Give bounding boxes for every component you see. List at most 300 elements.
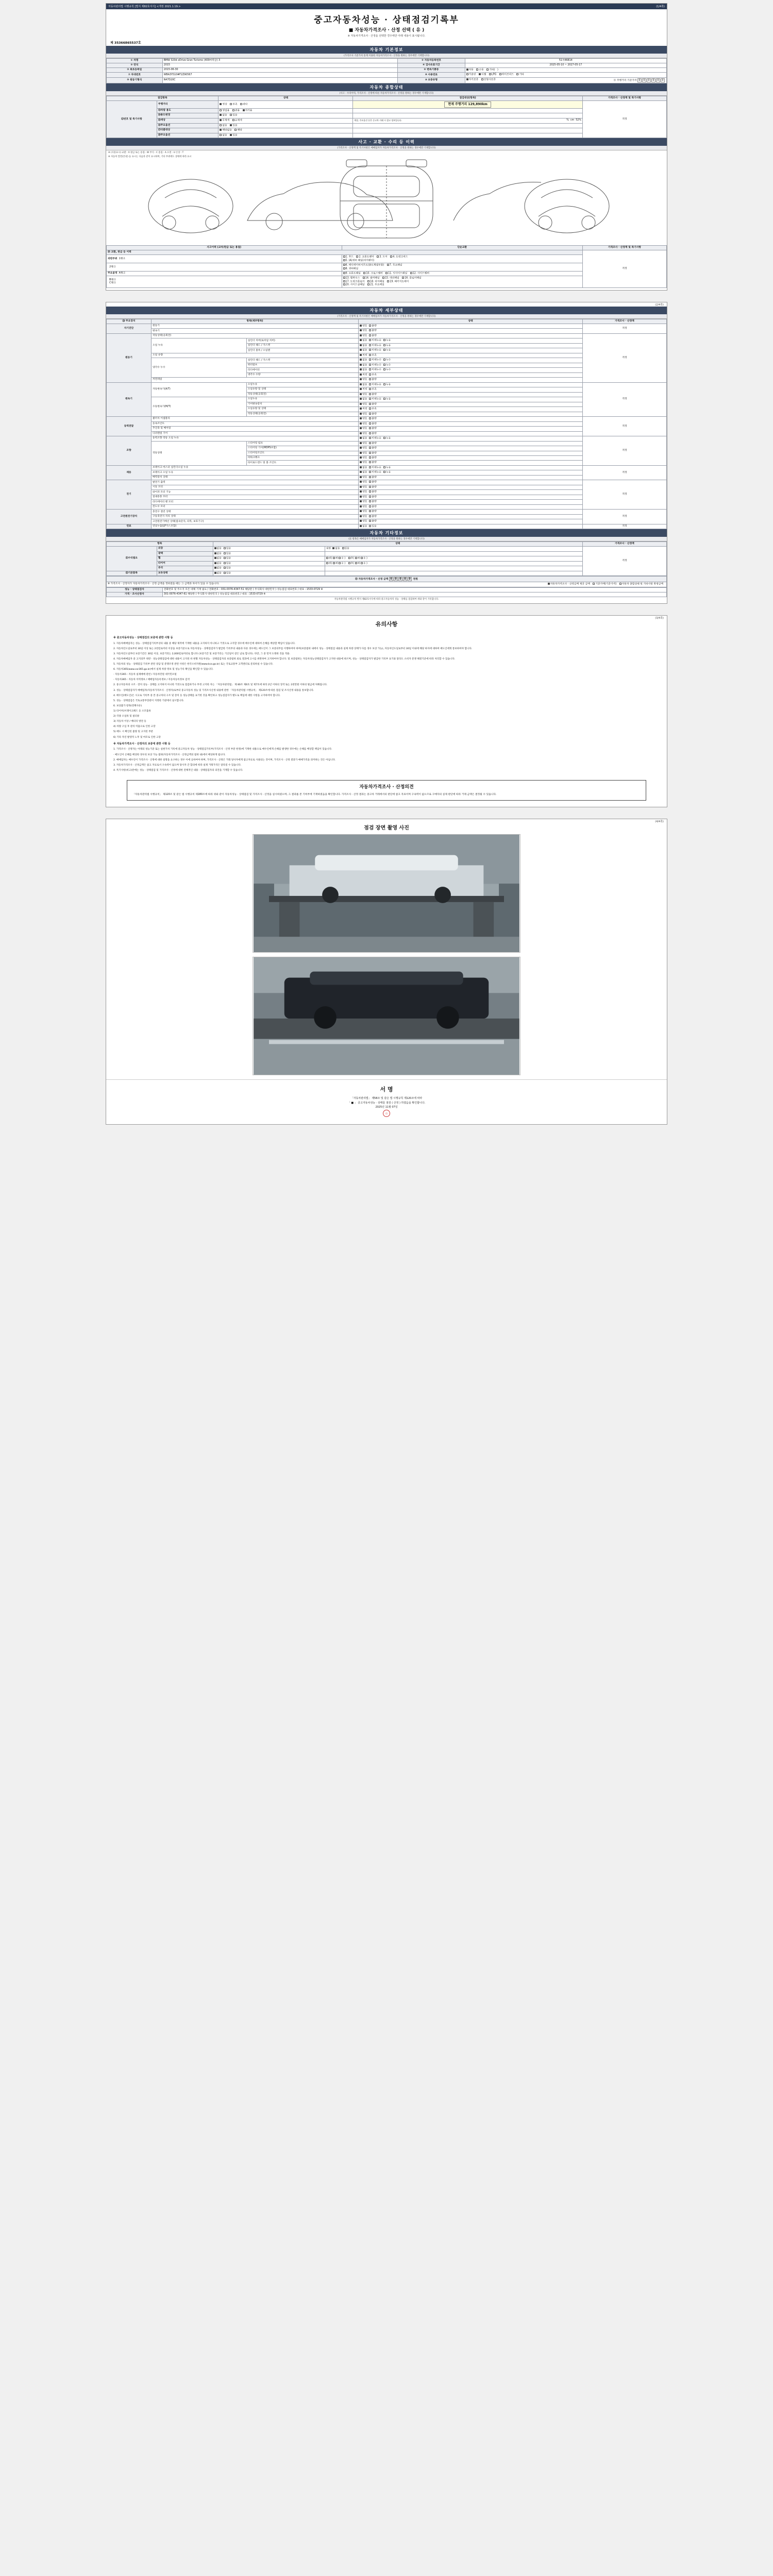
table-row [107, 480, 667, 485]
checkbox-minor-leak[interactable]: 미세누유 [369, 437, 381, 440]
notice-item: · 자동차365 : 자동차 이력정보 / 매매업자등록정보 / 자동차등록정보 검색 [113, 679, 190, 682]
checkbox-yes[interactable]: 있음 [369, 525, 376, 528]
checkbox-bad[interactable]: 불량 [369, 515, 376, 518]
item-roof-rail[interactable]: 21. 루프레일 [367, 283, 384, 286]
checkbox-none[interactable]: 없음 [360, 359, 367, 362]
others-state-tire [213, 561, 325, 566]
checkbox-leak[interactable]: 누수 [383, 359, 391, 362]
detail-status [359, 372, 583, 377]
checkbox-none[interactable]: 없음 [360, 398, 367, 401]
checkbox-minor-leak[interactable]: 미세누유 [369, 344, 381, 347]
checkbox-good[interactable]: 양호 [360, 393, 367, 396]
section-basic-note: (가격조사 기준가치 통계 이용한 자동차가격조사 · 산정을 원하는 경우에만 기재합니다) [106, 54, 667, 58]
detail-price: 적정 [582, 382, 666, 416]
checkbox-good[interactable]: 양호 [360, 378, 367, 381]
checkbox-transmission-manual[interactable]: 수동 [476, 69, 483, 72]
checkbox-bad[interactable]: 불량 [369, 520, 376, 523]
checkbox-good[interactable]: 양호 [360, 505, 367, 509]
checkbox-minor-leak[interactable]: 미세누유 [369, 471, 381, 474]
checkbox-adequate[interactable]: 적정 [360, 408, 367, 411]
checkbox-none[interactable]: 없음 [214, 547, 222, 550]
table-row [107, 510, 667, 514]
checkbox-option-yes[interactable]: 있음 [230, 124, 237, 127]
basic-value-warranty [465, 77, 666, 83]
page-1-topbar [106, 4, 667, 9]
overall-header-target: 점검대상(항목) [353, 96, 583, 101]
checkbox-bad[interactable]: 불량 [369, 422, 376, 426]
price-digit: 0 [403, 577, 407, 581]
others-detail-wheel [325, 556, 582, 561]
table-header-row [107, 96, 667, 101]
item-pillar-panel[interactable]: 14. 필러패널 [363, 277, 380, 280]
detail-status [359, 446, 583, 451]
accident-history-table [106, 245, 667, 288]
checkbox-bad[interactable]: 불량 [369, 442, 376, 445]
table-row [107, 436, 667, 441]
table-row [107, 333, 667, 338]
detail-subitem: 스티어링 기어(MDPS포함) [246, 446, 358, 451]
detail-subitem: 오일누유 [246, 382, 358, 387]
page-2 [106, 302, 667, 604]
detail-subitem: 실린더 블록 / 오일팬 [246, 348, 358, 353]
checkbox-leak[interactable]: 누유 [383, 339, 391, 342]
detail-status [359, 480, 583, 485]
detail-subitem: 오일누유 [246, 397, 358, 402]
checkbox-good[interactable]: 양호 [360, 481, 367, 484]
section-accident-note: (가격조사 · 산정액 및 특기사항은 매매업자가 자동차가격조사 · 산정을 원하는 경우에만 기재합니다) [106, 146, 667, 150]
detail-price: 적정 [582, 417, 666, 436]
checkbox-bad[interactable]: 불량 [369, 486, 376, 489]
document-title: 중고자동차성능 · 상태점검기록부 [314, 15, 459, 25]
checkbox-option2-yes[interactable]: 있음 [230, 134, 237, 137]
checkbox-good[interactable]: 양호 [360, 486, 367, 489]
checkbox-none[interactable]: 없음 [360, 364, 367, 367]
checkbox-leak[interactable]: 누유 [383, 437, 391, 440]
detail-item: 자동변속기(A/T) [151, 382, 246, 397]
price-digit: 0 [408, 577, 412, 581]
item-hood[interactable]: 1. 후드 [343, 256, 354, 259]
car-damage-diagram [106, 159, 667, 245]
checkbox-none[interactable]: 없음 [360, 344, 367, 347]
item-door[interactable]: 3. 도어 [377, 256, 387, 259]
table-row [107, 577, 667, 582]
basic-value-firstreg: 2015-06-30 [162, 67, 398, 72]
accident-legend-1: ※ (사용표시) 교환 : X 판금 또는 용접 : W 부식 : C 흠집 : A 요철 : U 손상 : T [108, 151, 184, 155]
checkbox-minor-leak[interactable]: 미세누수 [369, 364, 381, 367]
item-floor-panel[interactable]: 16. 플로어패널 [402, 277, 421, 280]
checkbox-good[interactable]: 양호 [360, 334, 367, 337]
item-side-member[interactable]: 12. 사이드멤버 [410, 272, 429, 275]
basic-label-carname: ① 차명 [107, 59, 163, 63]
checkbox-color-achromatic[interactable]: 무채색 [220, 119, 229, 122]
checkbox-minor-leak[interactable]: 미세누유 [369, 339, 381, 342]
item-rear-panel[interactable]: 18. 리어패널 [367, 280, 384, 283]
checkbox-transmission-auto[interactable]: 자동 [466, 69, 474, 72]
checkbox-good[interactable]: 양호 [360, 452, 367, 455]
checkbox-mileage-normal[interactable]: 정상 [220, 103, 227, 106]
checkbox-minor-leak[interactable]: 미세누수 [369, 359, 381, 362]
checkbox-good[interactable]: 양호 [360, 413, 367, 416]
checkbox-recall-none[interactable]: 해당없음 [220, 129, 232, 132]
checkbox-leak[interactable]: 누수 [383, 364, 391, 367]
checkbox-bad[interactable]: 불량 [369, 329, 376, 332]
checkbox-wheel-front[interactable]: 전( 좌 우 ) [326, 557, 345, 560]
detail-subitem: 스티어링 펌프 [246, 441, 358, 446]
detail-group-powertrain: 동력전달 [107, 417, 152, 436]
checkbox-tire-rear[interactable]: 후( 좌 우 ) [348, 562, 367, 565]
checkbox-bad[interactable]: 불량 [369, 461, 376, 464]
document-number-label: 제 [110, 41, 113, 45]
checkbox-none[interactable]: 없음 [360, 437, 367, 440]
detail-header-status: 상태 [359, 319, 583, 324]
checkbox-leak[interactable]: 누유 [383, 383, 391, 386]
detail-status [359, 495, 583, 499]
checkbox-fuel-diesel[interactable]: 디젤 [479, 73, 486, 76]
checkbox-usage-business[interactable]: 영업용 [220, 109, 229, 112]
accident-group-outer: 외판부위 [108, 257, 117, 260]
checkbox-price-overall[interactable] [619, 583, 663, 586]
checkbox-none[interactable]: 없음 [360, 471, 367, 474]
checkbox-none[interactable]: 없음 [214, 552, 222, 555]
price-digit: 0 [398, 577, 402, 581]
basic-label-fuel: ⑧ 사용연료 [398, 73, 465, 77]
checkbox-none[interactable]: 없음 [332, 547, 340, 550]
notice-item: 6) 기타 자연 발생적 노후 및 마모로 인한 고장 [113, 736, 161, 739]
overall-state-usage [219, 108, 353, 113]
notice-body [106, 631, 667, 776]
checkbox-bad[interactable]: 불량 [369, 500, 376, 503]
item-trunk-floor[interactable]: 17. 트렁크플로어 [343, 280, 365, 283]
checkbox-bad[interactable]: 불량 [369, 510, 376, 513]
detail-group-steering: 조향 [107, 436, 152, 466]
checkbox-yes[interactable]: 있음 [224, 557, 231, 560]
basic-value-transmission [465, 67, 666, 72]
item-dash-panel[interactable]: 15. 대쉬패널 [382, 277, 399, 280]
checkbox-fuel-hybrid[interactable]: 하이브리드 [499, 73, 514, 76]
checkbox-option2-none[interactable]: 없음 [220, 134, 227, 137]
notice-heading-1: ※ 중고자동차성능 · 상태점검의 보증에 관한 사항 등 [113, 636, 173, 639]
checkbox-minor-leak[interactable]: 미세누유 [369, 349, 381, 352]
checkbox-bad[interactable]: 불량 [369, 481, 376, 484]
checkbox-good[interactable]: 양호 [360, 447, 367, 450]
checkbox-adequate[interactable]: 적정 [360, 374, 367, 377]
detail-status [359, 421, 583, 426]
checkbox-none[interactable]: 없음 [360, 383, 367, 386]
checkbox-good[interactable]: 양호 [360, 461, 367, 464]
detail-status [359, 465, 583, 470]
item-side-sill-panel[interactable]: 20. 사이드실패널 [343, 283, 365, 286]
detail-price: 적정 [582, 333, 666, 382]
detail-item: 고전원전기배선 상태(접속단자, 피복, 보호기구) [151, 519, 358, 524]
notice-item: 2. 중고자동차의 구조 · 장치 성능 · 상태를 고지하지 아니한 거짓으로 점검하거나 부정 고지한 자는 「자동차관리법」 제 80조 제6호 및 제7호에 따라 2년 이하의 징역 또는 2천만원 이하의 벌금에 처해집니다. [113, 684, 328, 687]
detail-item: 원동기 [151, 324, 358, 328]
checkbox-bad[interactable]: 불량 [369, 452, 376, 455]
checkbox-mileage-low[interactable]: 부족 [230, 103, 237, 106]
checkbox-leak[interactable]: 누수 [383, 368, 391, 371]
car-diagram-svg [113, 159, 660, 244]
tint-pct2: 52% [576, 118, 581, 122]
detail-state-table [106, 319, 667, 529]
table-header-row [107, 319, 667, 324]
overall-header-item: 점검항목 [107, 96, 219, 101]
detail-item: 브레이크 마스터 실린더오일 누유 [151, 465, 358, 470]
detail-status [359, 504, 583, 509]
overall-state-option2 [219, 133, 353, 138]
detail-item: 작동상태(공회전) [151, 333, 358, 338]
checkbox-insufficient[interactable]: 부족 [369, 388, 376, 391]
document-number-value: 35366865537호 [114, 41, 141, 45]
declaration-box [127, 780, 646, 801]
item-quarter-panel-2[interactable]: 8. 쿼터패널 [343, 267, 359, 270]
checkbox-yes[interactable]: 있음 [224, 572, 231, 575]
checkbox-none[interactable]: 없음 [360, 339, 367, 342]
signature-date: 2025년 11월 07일 [375, 1106, 398, 1109]
notice-item: 1. 가격조사 · 산정자는 아래의 성능기준 또는 실현가치 기록에 중고자동차 성능 · 상태점검기록부(가격조사 · 산정 부분 한정)에 기재한 내용으로 매수인에게 손해를 발생한 경우에는 손해를 배상할 책임이 있습니다. [113, 748, 332, 751]
checkbox-good[interactable]: 양호 [360, 490, 367, 494]
page-number-1: (1/4쪽) [656, 5, 665, 8]
checkbox-leak[interactable]: 누유 [383, 471, 391, 474]
checkbox-minor-leak[interactable]: 미세누유 [369, 383, 381, 386]
checkbox-transmission-other[interactable]: 기타( ) [486, 69, 498, 72]
checkbox-color-chromatic[interactable]: 유채색 [232, 119, 242, 122]
others-table [106, 541, 667, 576]
checkbox-good[interactable]: 양호 [360, 403, 367, 406]
overall-detail-color [353, 118, 583, 123]
notice-item: 2. 매매업자는 매수인이 가격조사 · 산정에 대한 설명을 요구하는 경우 이에 응하여야 하며, 가격조사 · 산정은 거래 당사자에게 참고자료로 사용되는 것이며, 가격조사 · 산정 결과가 매매가격을 의미하는 것은 아닙니다. [113, 758, 336, 761]
checkbox-wheel-rear[interactable]: 후( 좌 우 ) [348, 557, 367, 560]
basic-label-mileage-price: ⑪ 주행거리 기준가격 [613, 79, 637, 82]
price-check-label-1: 자동차가격조사 · 산정금액 제공 금액 [550, 583, 590, 586]
item-cross-member[interactable]: 10. 크로스멤버 [363, 272, 382, 275]
detail-status [359, 514, 583, 519]
notice-item: 6. 자동차365(www.car365.go.kr)에서 실제 차량 정보 및 성능기록 확인을 확인할 수 있습니다. [113, 668, 214, 671]
accident-frame-bc [107, 276, 342, 287]
checkbox-none[interactable]: 없음 [214, 557, 222, 560]
checkbox-good[interactable]: 양호 [360, 510, 367, 513]
others-state-exterior [213, 547, 325, 551]
checkbox-leak[interactable]: 누유 [383, 398, 391, 401]
checkbox-bad[interactable]: 불량 [369, 413, 376, 416]
checkbox-leak[interactable]: 누유 [383, 344, 391, 347]
basic-label-firstreg: ⑤ 최초등록일 [107, 67, 163, 72]
table-row [107, 592, 667, 597]
checkbox-insufficient[interactable]: 부족 [369, 374, 376, 377]
checkbox-good[interactable]: 양호 [360, 456, 367, 460]
checkbox-bad[interactable]: 불량 [369, 325, 376, 328]
detail-status [359, 397, 583, 402]
checkbox-good[interactable]: 양호 [360, 432, 367, 435]
checkbox-none[interactable]: 없음 [360, 349, 367, 352]
tint-cm: cm [570, 118, 575, 122]
checkbox-tire-front[interactable]: 전( 좌 우 ) [326, 562, 345, 565]
checkbox-none[interactable]: 없음 [360, 368, 367, 371]
checkbox-good[interactable]: 양호 [360, 427, 367, 430]
detail-status [359, 451, 583, 455]
accident-outer-rank1-items [342, 255, 582, 263]
detail-status [359, 500, 583, 504]
checkbox-option-none[interactable]: 없음 [220, 124, 227, 127]
checkbox-none[interactable]: 없음 [214, 562, 222, 565]
detail-status [359, 417, 583, 421]
accident-price-note: 적정 [582, 250, 666, 288]
item-wheel-house[interactable]: 13. 휠하우스 [343, 277, 360, 280]
checkbox-bad[interactable]: 불량 [369, 456, 376, 460]
detail-subitem: 스티어링조인트 [246, 451, 358, 455]
item-quarter-panel[interactable]: 5. (A)쿼터 패널(리어펜더) [343, 259, 374, 262]
checkbox-bad[interactable]: 불량 [369, 505, 376, 509]
checkbox-leak[interactable]: 누유 [383, 349, 391, 352]
table-row [107, 382, 667, 387]
overall-header-price: 가격조사 · 산정액 및 특기사항 [582, 96, 666, 101]
others-category-repair: ㉑수리필요 [107, 547, 157, 571]
price-check-label-3: 자동차 종합상태 및 기타사항 반영금액 [621, 583, 663, 586]
overall-item-recall: ⑰리콜대상 [157, 128, 219, 133]
checkbox-fuel-other[interactable]: 기타 [516, 73, 524, 76]
checkbox-fuel-gasoline[interactable]: 가솔린 [466, 73, 476, 76]
checkbox-good[interactable]: 양호 [360, 325, 367, 328]
detail-status [359, 436, 583, 441]
item-roof-panel[interactable]: 7. 루프패널 [387, 264, 402, 267]
section-basic-title: 자동차 기본정보 [106, 46, 667, 54]
checkbox-bad[interactable]: 불량 [369, 447, 376, 450]
checkbox-none[interactable]: 없음 [360, 466, 367, 469]
notice-item: 3) 자동차 이상 / 배터리 방전 등 [113, 720, 146, 723]
detail-status [359, 343, 583, 348]
checkbox-minor-leak[interactable]: 미세누유 [369, 466, 381, 469]
detail-subitem: 라디에이터 [246, 368, 358, 372]
checkbox-good[interactable]: 양호 [360, 476, 367, 479]
checkbox-price-provided[interactable] [548, 583, 590, 586]
checkbox-recall-yes[interactable]: 해당 [234, 129, 242, 132]
checkbox-none[interactable]: 없음 [360, 525, 367, 528]
checkbox-usechange-yes[interactable]: 있음 [230, 114, 237, 117]
detail-group-engine: 원동기 [107, 333, 152, 382]
detail-item: 수동변속기(M/T) [151, 397, 246, 417]
detail-status [359, 368, 583, 372]
notice-item: 3. 성능 · 상태점검자가 매매업자(자동차가격조사 · 산정자)로부터 중고자동차 성능 및 가격조사산정 내용에 관한 「자동차관리법 시행규칙」 제120조에 따른 점검 및 조사산정 내용을 통보합니다. [113, 689, 314, 692]
checkbox-adequate[interactable]: 적정 [360, 354, 367, 357]
checkbox-none[interactable]: 없음 [214, 572, 222, 575]
checkbox-bad[interactable]: 불량 [369, 417, 376, 420]
detail-group-transmission: 변속기 [107, 382, 152, 416]
detail-status [359, 490, 583, 495]
checkbox-good[interactable]: 양호 [360, 520, 367, 523]
notice-item: 1. 자동차매매업자는 성능 · 상태점검기록부상의 내용 중 해당 제작에 기재한 내용을 고지하지 아니하고 거짓으로 고지할 경우에 매수인에 대하여 손해를 배상할 책임이 있습니다. [113, 642, 296, 645]
detail-item: 디퍼렌셜 기어 [151, 431, 358, 436]
checkbox-good[interactable]: 양호 [360, 417, 367, 420]
detail-subitem: 실린더 커버(로커암 커버) [246, 338, 358, 343]
checkbox-adequate[interactable]: 적정 [360, 388, 367, 391]
notice-item: 1) 타이어/브레이크패드 등 소모품류 [113, 710, 151, 713]
checkbox-yes[interactable]: 있음 [224, 547, 231, 550]
item-package-tray[interactable]: 19. 패키지트레이 [387, 280, 409, 283]
detail-status [359, 324, 583, 328]
checkbox-minor-leak[interactable]: 미세누유 [369, 398, 381, 401]
overall-state-recall [219, 128, 353, 133]
checkbox-minor-leak[interactable]: 미세누수 [369, 368, 381, 371]
checkbox-bad[interactable]: 불량 [369, 432, 376, 435]
item-front-panel[interactable]: 9. 프론트패널 [343, 272, 361, 275]
overall-state-table [106, 96, 667, 138]
checkbox-fuel-lpg[interactable]: LPG [489, 73, 496, 76]
detail-price: 적정 [582, 524, 666, 529]
checkbox-leak[interactable]: 누유 [383, 466, 391, 469]
signature-title: 서 명 [106, 1079, 667, 1096]
notice-title: 유의사항 [375, 620, 398, 628]
basic-value-vin: WBA3Y510#F2Z90567 [162, 73, 398, 77]
checkbox-bad[interactable]: 불량 [369, 490, 376, 494]
checkbox-mileage-high[interactable]: 과다 [240, 103, 247, 106]
item-trunk-lid[interactable]: 4. 트렁크리드 [390, 256, 408, 259]
detail-item: 발전기 출력 [151, 480, 358, 485]
checkbox-yes[interactable]: 있음 [224, 552, 231, 555]
checkbox-yes[interactable]: 있음 [224, 562, 231, 565]
detail-item: 추진축 및 베어링 [151, 427, 358, 431]
checkbox-price-base[interactable] [593, 583, 616, 586]
overall-state-option [219, 123, 353, 128]
checkbox-good[interactable]: 양호 [360, 422, 367, 426]
notice-item: 2) 각종 오일류 및 필터류 [113, 715, 140, 718]
detail-status [359, 338, 583, 343]
checkbox-bad[interactable]: 불량 [369, 378, 376, 381]
checkbox-insufficient[interactable]: 부족 [369, 408, 376, 411]
detail-status [359, 470, 583, 475]
item-front-fender[interactable]: 2. 프론트펜더 [356, 256, 374, 259]
checkbox-warranty-self[interactable]: 자가보증 [466, 78, 479, 81]
overall-state-usechange [219, 113, 353, 118]
detail-item: 브레이크 오일 누유 [151, 470, 358, 475]
basic-label-vin: ⑦ 차대번호 [107, 73, 163, 77]
document-subtitle-note: ※ 자동차가격조사 · 산정을 선택한 경우에만 아래 내용이 표시됩니다. [347, 35, 426, 38]
checkbox-none[interactable]: 없음 [214, 567, 222, 570]
checkbox-bad[interactable]: 불량 [369, 476, 376, 479]
section-overall-title: 자동차 종합상태 [106, 83, 667, 91]
overall-detail-recall [353, 128, 583, 133]
item-radiator-support[interactable]: 6. 레디에이터서포트(볼트체결부품) [343, 264, 384, 267]
detail-item: 오일 유량 [151, 353, 358, 358]
notice-item: 3. 자동차가격조사 · 산정금액은 참고 자료로서 구속력이 없으며 당사자 간 합의에 따라 실제 거래가격은 달라질 수 있습니다. [113, 764, 242, 767]
checkbox-good[interactable]: 양호 [360, 442, 367, 445]
table-row [107, 547, 667, 551]
detail-status [359, 427, 583, 431]
overall-item-usechange: ⑭용도변경 [157, 113, 219, 118]
checkbox-good[interactable]: 양호 [360, 500, 367, 503]
checkbox-bad[interactable]: 불량 [369, 393, 376, 396]
detail-item: 와이퍼 모터 기능 [151, 490, 358, 495]
detail-item: 라디에이터 팬 모터 [151, 500, 358, 504]
checkbox-usage-private[interactable]: 자가용 [243, 109, 253, 112]
checkbox-usage-gov[interactable]: 관용 [232, 109, 240, 112]
checkbox-usechange-none[interactable]: 없음 [220, 114, 227, 117]
checkbox-bad[interactable]: 불량 [369, 427, 376, 430]
item-inside-panel[interactable]: 11. 인사이드패널 [385, 272, 407, 275]
checkbox-yes[interactable]: 있음 [342, 547, 349, 550]
checkbox-insufficient[interactable]: 부족 [369, 354, 376, 357]
overall-item-mileage: 주행거리 [157, 101, 219, 109]
overall-value-mileage: 현재 주행거리 129,890km [353, 101, 583, 109]
price-note-text: ※ 가격조사 · 산정자가 자동차가격조사 · 산정 금액을 정하였을 때는 그 금액과 차이가 있을 수 있습니다. [108, 583, 220, 586]
price-digit: 0 [389, 577, 393, 581]
checkbox-good[interactable]: 양호 [360, 496, 367, 499]
checkbox-bad[interactable]: 불량 [369, 403, 376, 406]
others-header-state: 상태 [213, 542, 582, 547]
checkbox-bad[interactable]: 불량 [369, 334, 376, 337]
checkbox-warranty-insurance[interactable]: 보험사보증 [481, 78, 496, 81]
checkbox-good[interactable]: 양호 [360, 329, 367, 332]
checkbox-bad[interactable]: 불량 [369, 496, 376, 499]
checkbox-yes[interactable]: 있음 [224, 567, 231, 570]
checkbox-good[interactable]: 양호 [360, 515, 367, 518]
